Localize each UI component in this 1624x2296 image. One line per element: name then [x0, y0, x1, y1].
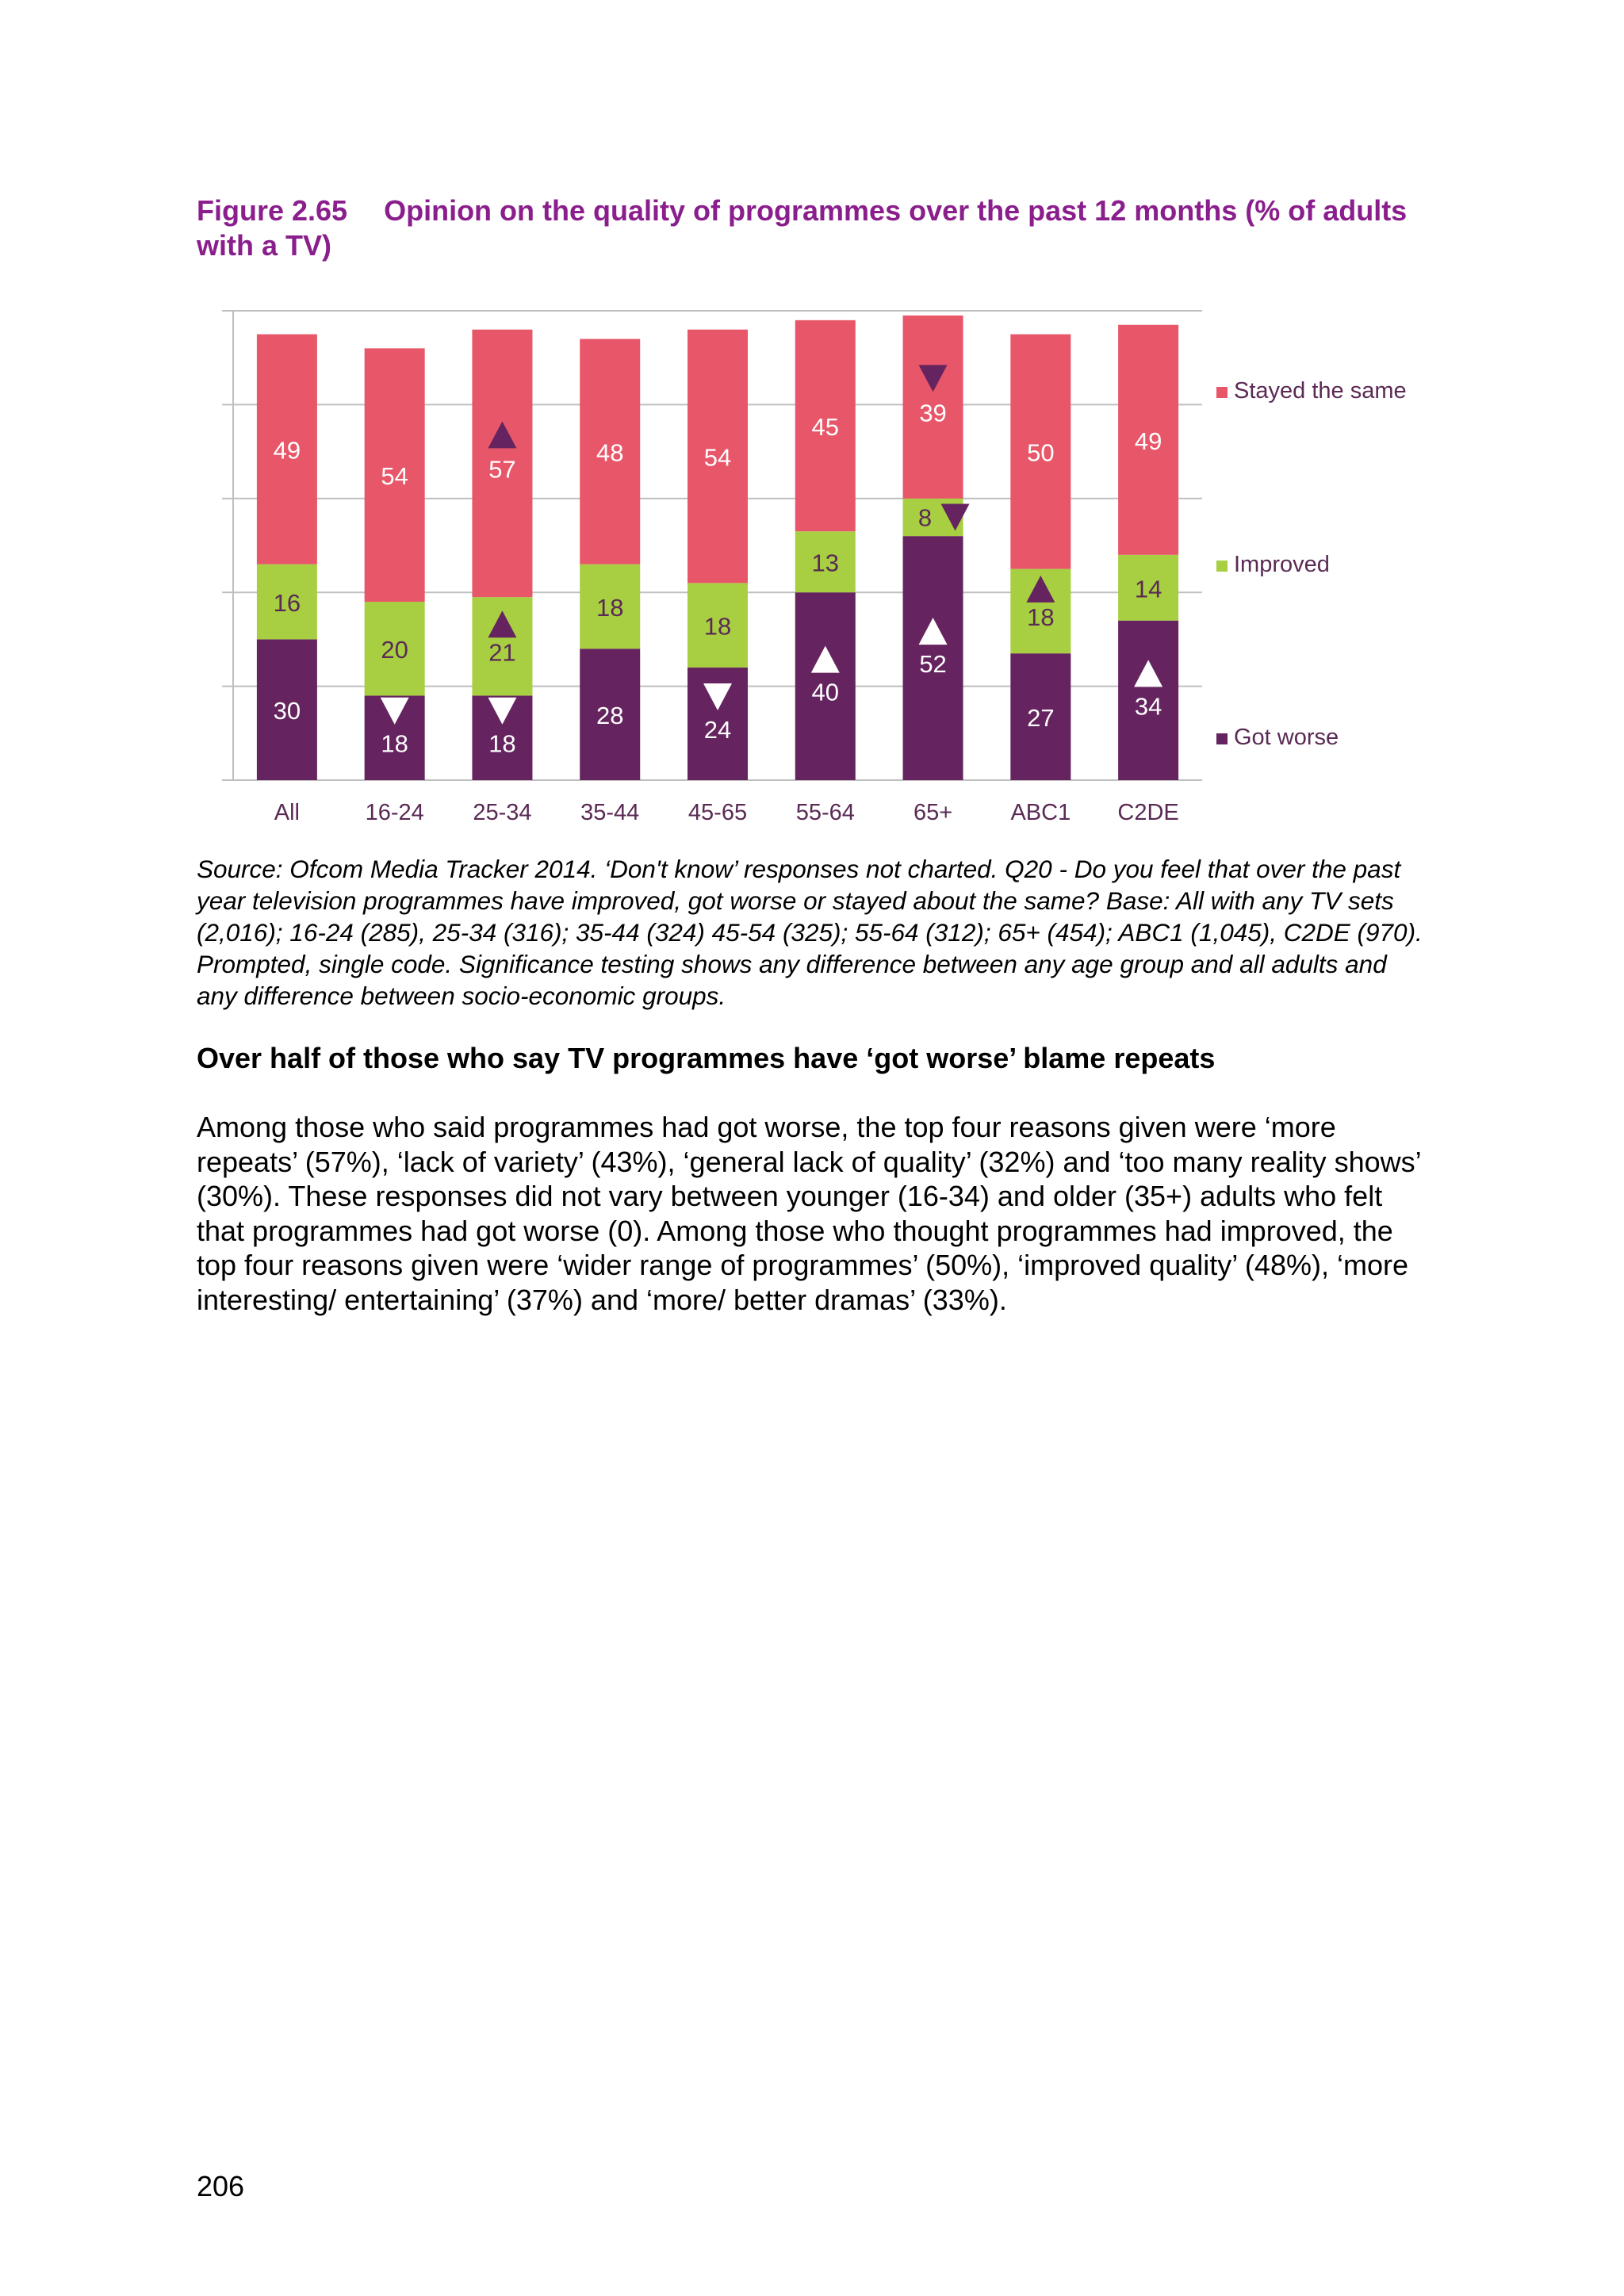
- data-label-got-worse-65: 52: [919, 650, 947, 679]
- figure-number: Figure 2.65: [197, 194, 348, 227]
- data-label-improved-abc1: 18: [1027, 603, 1055, 631]
- data-label-got-worse-25-34: 18: [488, 729, 516, 758]
- data-label-stayed-the-same-25-34: 57: [488, 455, 516, 484]
- data-label-improved-65: 8: [917, 503, 933, 532]
- data-label-got-worse-45-65: 24: [703, 715, 732, 744]
- data-label-got-worse-c2de: 34: [1134, 692, 1162, 721]
- source-note: Source: Ofcom Media Tracker 2014. ‘Don't know’ responses not charted. Q20 - Do you feel that over the past year television programmes have improved, got worse or stayed about the same? Base: All with any TV sets (2,016); 16-24 (285), 25-34 (316); 35-44 (324) 45-54 (325); 55-64 (312); 65+ (454); ABC1 (1,045), C2DE (970). Prompted, single code. Significance testing shows any difference between any age group and all adults and any difference between socio-economic groups.: [197, 855, 1423, 1010]
- data-label-got-worse-35-44: 28: [596, 702, 624, 730]
- data-label-stayed-the-same-all: 49: [273, 436, 301, 465]
- stacked-bar-chart: [214, 301, 1451, 848]
- data-label-improved-c2de: 14: [1134, 575, 1162, 603]
- data-label-improved-all: 16: [273, 589, 301, 618]
- data-label-got-worse-16-24: 18: [381, 729, 408, 758]
- x-tick-label-c2de: C2DE: [1117, 800, 1179, 825]
- legend-swatch-stayed-the-same: [1216, 387, 1228, 398]
- figure-title-text: Opinion on the quality of programmes over the past 12 months (% of adults with a TV): [197, 194, 1408, 262]
- data-label-got-worse-55-64: 40: [811, 678, 840, 706]
- data-label-improved-25-34: 21: [488, 638, 516, 667]
- legend-swatch-improved: [1216, 561, 1228, 572]
- data-label-stayed-the-same-45-65: 54: [703, 443, 732, 472]
- body-paragraph: Among those who said programmes had got worse, the top four reasons given were ‘more repeats’ (57%), ‘lack of variety’ (43%), ‘general lack of quality’ (32%) and ‘too many reality shows’ (30%). These responses did not vary between younger (16-34) and older (35+) adults who felt that programmes had got worse (0). Among those who thought programmes had improved, the top four reasons given were ‘wider range of programmes’ (50%), ‘improved quality’ (48%), ‘more interesting/ entertaining’ (37%) and ‘more/ better dramas’ (33%).: [197, 1111, 1421, 1316]
- data-label-improved-55-64: 13: [811, 549, 840, 577]
- x-tick-label-16-24: 16-24: [365, 800, 424, 825]
- data-label-stayed-the-same-c2de: 49: [1134, 427, 1162, 455]
- x-tick-label-55-64: 55-64: [795, 800, 855, 825]
- data-label-improved-35-44: 18: [596, 593, 624, 622]
- figure-title: [197, 193, 1434, 263]
- x-tick-label-abc1: ABC1: [1010, 800, 1071, 825]
- legend-swatch-got-worse: [1216, 733, 1228, 744]
- x-tick-label-35-44: 35-44: [580, 800, 640, 825]
- data-label-got-worse-abc1: 27: [1027, 704, 1055, 733]
- page-number: 206: [197, 2170, 245, 2202]
- legend-label-got-worse: Got worse: [1234, 725, 1339, 750]
- data-label-stayed-the-same-65: 39: [919, 399, 947, 427]
- data-label-stayed-the-same-55-64: 45: [811, 413, 840, 442]
- data-label-stayed-the-same-35-44: 48: [596, 438, 624, 467]
- data-label-stayed-the-same-abc1: 50: [1027, 438, 1055, 467]
- legend-label-improved: Improved: [1234, 552, 1330, 577]
- x-tick-label-25-34: 25-34: [473, 800, 532, 825]
- data-label-got-worse-all: 30: [273, 697, 301, 725]
- data-label-improved-16-24: 20: [381, 636, 408, 664]
- section-heading: Over half of those who say TV programmes have ‘got worse’ blame repeats: [197, 1042, 1216, 1074]
- data-label-improved-45-65: 18: [703, 612, 732, 641]
- data-label-stayed-the-same-16-24: 54: [381, 462, 408, 491]
- legend-label-stayed-the-same: Stayed the same: [1234, 378, 1407, 404]
- x-tick-label-all: All: [274, 800, 301, 825]
- x-tick-label-45-65: 45-65: [688, 800, 748, 825]
- x-tick-label-65: 65+: [913, 800, 953, 825]
